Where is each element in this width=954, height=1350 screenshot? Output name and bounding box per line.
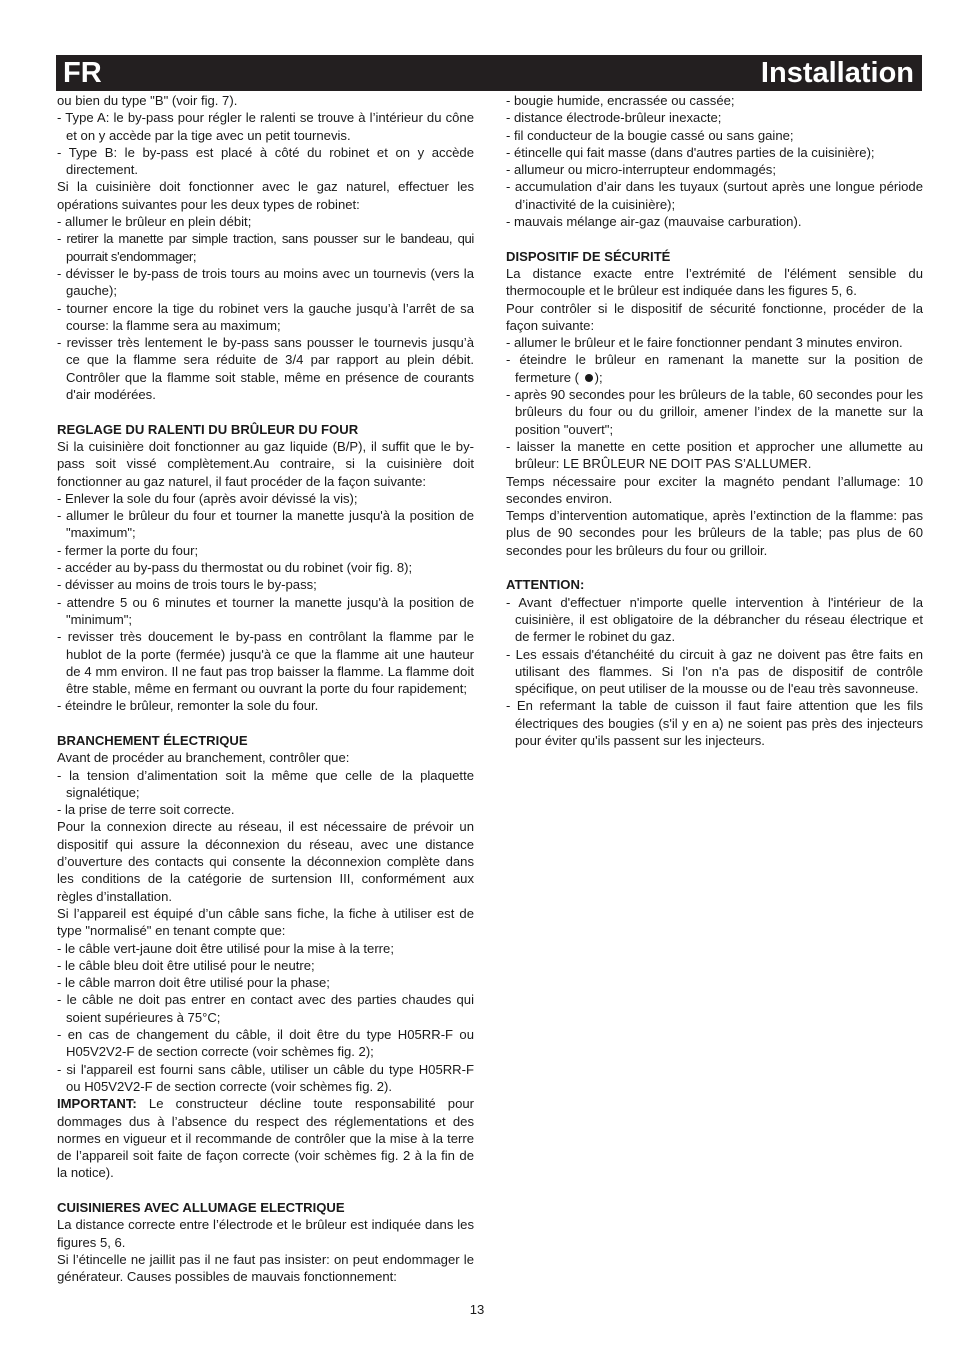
- list-item: - mauvais mélange air-gaz (mauvaise carburation).: [506, 214, 802, 230]
- list-item: - allumer le brûleur du four et tourner la manette jusqu'à la position de "maximum";: [57, 508, 474, 541]
- paragraph: Si la cuisinière doit fonctionner au gaz liquide (B/P), il suffit que le by-pass soit vissé complètement.Au contraire, si la cuisinière doit fonctionner au gaz naturel, il faut procéder de la façon suivante:: [57, 438, 474, 489]
- list-item: - accumulation d’air dans les tuyaux (surtout après une longue période d’inactivité de la cuisinière);: [506, 179, 923, 212]
- list-item: - attendre 5 ou 6 minutes et tourner la manette jusqu'à la position de "minimum";: [57, 594, 474, 627]
- paragraph: Temps d’intervention automatique, après l’extinction de la flamme: pas plus de 90 secondes pour les brûleurs de la table; pas plus de 60 secondes pour les brûleurs du four ou grilloir.: [506, 508, 923, 558]
- left-column: [57, 92, 474, 1285]
- list-item: - le câble marron doit être utilisé pour la phase;: [57, 975, 330, 991]
- list-item: - fermer la porte du four;: [57, 542, 199, 558]
- paragraph: Avant de procéder au branchement, contrôler que:: [57, 750, 350, 766]
- list-item: - en cas de changement du câble, il doit être du type H05RR-F ou H05V2V2-F de section correcte (voir schèmes fig. 2);: [57, 1027, 474, 1060]
- paragraph: La distance exacte entre l’extrémité de l'élément sensible du thermocouple et le brûleur est indiquée dans les figures 5, 6.: [506, 265, 923, 299]
- list-item: - accéder au by-pass du thermostat ou du robinet (voir fig. 8);: [57, 560, 413, 576]
- list-item: - revisser très lentement le by-pass sans pousser le tournevis jusqu’à ce que la flamme sera réduite de 3/4 par rapport au plein débit. Contrôler que la flamme soit stable, même en présence de courants d'air modérées.: [57, 335, 474, 403]
- paragraph: Si l’appareil est équipé d’un câble sans fiche, la fiche à utiliser est de type "normalisé" en tenant compte que:: [57, 905, 474, 939]
- list-item: - la tension d’alimentation soit la même que celle de la plaquette signalétique;: [57, 767, 474, 800]
- section-heading: CUISINIERES AVEC ALLUMAGE ELECTRIQUE: [57, 1200, 345, 1215]
- closed-position-icon: [585, 374, 593, 382]
- paragraph: Si l’étincelle ne jaillit pas il ne faut pas insister: on peut endommager le générateur. Causes possibles de mauvais fonctionnement:: [57, 1251, 474, 1285]
- section-heading: BRANCHEMENT ÉLECTRIQUE: [57, 732, 248, 748]
- page-number: 13: [469, 1302, 485, 1317]
- section-heading: ATTENTION:: [506, 577, 585, 593]
- section-header-bar: [56, 55, 922, 91]
- step-text-end: );: [594, 369, 603, 385]
- paragraph: Si la cuisinière doit fonctionner avec le gaz naturel, effectuer les opérations suivantes pour les deux types de robinet:: [57, 179, 474, 212]
- list-item: - si l'appareil est fourni sans câble, utiliser un câble du type H05RR-F ou H05V2V2-F de section correcte (voir schèmes fig. 2).: [57, 1061, 474, 1094]
- list-item: - En refermant la table de cuisson il faut faire attention que les fils électriques des bougies (s'il y en a) ne soient pas près des injecteurs pour éviter qu'ils passent sur les injecteurs.: [506, 698, 923, 748]
- list-item: - tourner encore la tige du robinet vers la gauche jusqu’à l’arrêt de sa course: la flamme sera au maximum;: [57, 300, 474, 333]
- list-item: - Type B: le by-pass est placé à côté du robinet et on y accède directement.: [57, 144, 474, 178]
- list-item: - la prise de terre soit correcte.: [57, 802, 235, 818]
- list-item: - Type A: le by-pass pour régler le ralenti se trouve à l’intérieur du cône et on y accède par la tige avec un petit tournevis.: [57, 110, 474, 143]
- list-item: - dévisser au moins de trois tours le by-pass;: [57, 577, 317, 593]
- paragraph: La distance correcte entre l’électrode et le brûleur est indiquée dans les figures 5, 6.: [57, 1217, 474, 1250]
- important-text: Le constructeur décline toute responsabilité pour dommages dus à l’absence du respect des réglementations et des normes en vigueur et il recommande de contrôler que la mise à la terre de l’appareil soit faite de façon correcte (voir schèmes fig. 2 à la fin de la notice).: [57, 1096, 474, 1181]
- list-item: - allumer le brûleur et le faire fonctionner pendant 3 minutes environ.: [506, 335, 903, 351]
- list-item: - éteindre le brûleur, remonter la sole du four.: [57, 698, 319, 714]
- list-item: - Avant d'effectuer n'importe quelle intervention à l'intérieur de la cuisinière, il est obligatoire de la débrancher du réseau électrique et de fermer le robinet du gaz.: [506, 594, 923, 645]
- paragraph: Temps nécessaire pour exciter la magnéto pendant l’allumage: 10 secondes environ.: [506, 473, 923, 506]
- list-item: - fil conducteur de la bougie cassé ou sans gaine;: [506, 127, 794, 143]
- list-item: - le câble vert-jaune doit être utilisé pour la mise à la terre;: [57, 940, 394, 956]
- list-item: - dévisser le by-pass de trois tours au moins avec un tournevis (vers la gauche);: [57, 265, 474, 299]
- list-item: - distance électrode-brûleur inexacte;: [506, 110, 722, 126]
- paragraph: Pour la connexion directe au réseau, il est nécessaire de prévoir un dispositif qui assure la déconnexion du réseau, avec une distance d’ouverture des contacts qui consente la déconnexion complète dans les conditions de la catégorie de surtension III, conformément aux règles d’installation.: [57, 819, 474, 904]
- list-item: - bougie humide, encrassée ou cassée;: [506, 93, 735, 108]
- list-item: - allumer le brûleur en plein débit;: [57, 214, 252, 230]
- section-heading: DISPOSITIF DE SÉCURITÉ: [506, 248, 671, 264]
- section-title: Installation: [760, 57, 914, 89]
- list-item: - le câble bleu doit être utilisé pour le neutre;: [57, 957, 315, 973]
- intro-line: ou bien du type "B" (voir fig. 7).: [57, 93, 238, 108]
- important-note: [57, 1095, 474, 1181]
- section-heading: REGLAGE DU RALENTI DU BRÛLEUR DU FOUR: [57, 421, 359, 437]
- list-item: - Enlever la sole du four (après avoir dévissé la vis);: [57, 490, 358, 506]
- paragraph: Pour contrôler si le dispositif de sécurité fonctionne, procéder de la façon suivante:: [506, 300, 923, 333]
- list-item: - étincelle qui fait masse (dans d'autres parties de la cuisinière);: [506, 144, 875, 160]
- list-item: - Les essais d'étanchéité du circuit à gaz ne doivent pas être faits en utilisant des flammes. Si l'on n'a pas de dispositif de contrôle spécifique, on peut utiliser de la mousse ou de l'eau très savonneuse.: [506, 646, 923, 697]
- right-column: [506, 92, 923, 749]
- list-item: - laisser la manette en cette position et approcher une allumette au brûleur: LE BRÛLEUR NE DOIT PAS S’ALLUMER.: [506, 438, 923, 472]
- list-item: - après 90 secondes pour les brûleurs de la table, 60 secondes pour les brûleurs du four ou du grilloir, amener l’index de la manette sur la position "ouvert";: [506, 387, 923, 437]
- language-code: FR: [63, 57, 102, 89]
- list-item: - allumeur ou micro-interrupteur endommagés;: [506, 162, 776, 178]
- list-item: - retirer la manette par simple traction, sans pousser sur le bandeau, qui pourrait s'endommager;: [57, 231, 474, 264]
- list-item: - revisser très doucement le by-pass en contrôlant la flamme par le hublot de la porte (fermée) jusqu'à ce que la flamme ait une hauteur de 4 mm environ. Il ne faut pas trop baisser la flamme. La flamme doit être stable, même en fermant ou ouvrant la porte du four rapidement;: [57, 629, 474, 697]
- important-label: IMPORTANT:: [57, 1096, 137, 1112]
- list-item: - le câble ne doit pas entrer en contact avec des parties chaudes qui soient supérieures à 75°C;: [57, 992, 474, 1025]
- list-item: [506, 351, 923, 386]
- step-text: - éteindre le brûleur en ramenant la manette sur la position de fermeture (: [506, 352, 923, 385]
